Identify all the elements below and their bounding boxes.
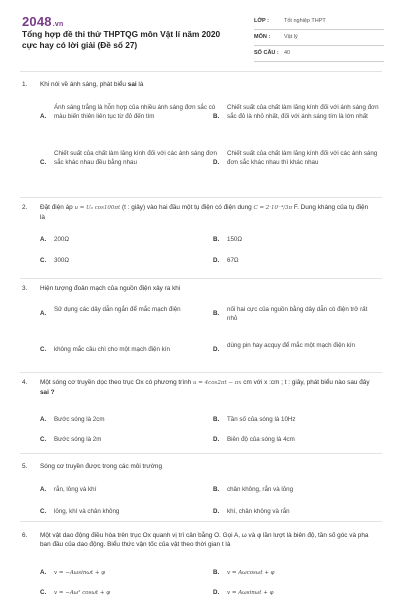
question-divider	[20, 521, 382, 522]
option-a[interactable]: A. 200Ω	[40, 236, 69, 243]
option-d[interactable]: D. Chiết suất của chất làm lăng kính đối với các ánh sáng đơn sắc khác nhau thì khác nhau	[213, 150, 378, 166]
question-text: Một vật dao động điều hòa trên trục Ox quanh vị trí cân bằng O. Gọi A, ω và φ lần lượt là biên độ, tần số góc và pha ban đầu của dao động. Biểu thức vận tốc của vật theo thời gian t là	[40, 532, 369, 548]
option-a[interactable]: A. v = −Aωsinωt + φ	[40, 569, 106, 576]
option-a[interactable]: A. rắn, lỏng và khí	[40, 486, 97, 493]
question-text: Đặt điện áp u = U₀ cos100πt (t : giây) vào hai đầu một tụ điện có điện dung C = 2·10⁻⁴/3π F. Dung kháng của tụ điện là	[40, 204, 369, 221]
option-b[interactable]: B. nối hai cực của nguồn bằng dây dẫn có điện trở rất nhỏ	[213, 306, 368, 322]
meta-question-count: SỐ CÂU : 40	[254, 46, 384, 62]
option-c[interactable]: C. Bước sóng là 2m	[40, 436, 102, 443]
question-divider	[20, 197, 382, 198]
question-number: 1.	[22, 81, 28, 88]
option-d[interactable]: D. dùng pin hay acquy để mắc một mạch điện kín	[213, 342, 355, 353]
option-b[interactable]: B. Chiết suất của chất làm lăng kính đối với ánh sáng đơn sắc đỏ là nhỏ nhất, đối với ánh sáng tím là lớn nhất	[213, 104, 379, 120]
option-c[interactable]: C. không mắc cầu chì cho một mạch điện kín	[40, 346, 170, 353]
question-divider	[20, 453, 382, 454]
option-c[interactable]: C. lỏng, khí và chân không	[40, 508, 120, 515]
question-number: 4.	[22, 379, 28, 386]
option-a[interactable]: A. Ánh sáng trắng là hỗn hợp của nhiều ánh sáng đơn sắc có màu biến thiên liên tục từ đỏ đến tím	[40, 104, 216, 120]
question-number: 6.	[22, 532, 28, 539]
option-d[interactable]: D. khí, chân không và rắn	[213, 508, 290, 515]
meta-class: LỚP : Tốt nghiệp THPT	[254, 14, 384, 30]
question-text: Khi nói về ánh sáng, phát biểu sai là	[40, 81, 144, 88]
option-c[interactable]: C. v = −Aω² cosωt + φ	[40, 589, 111, 596]
question-number: 2.	[22, 204, 28, 211]
question-number: 5.	[22, 463, 28, 470]
option-b[interactable]: B. Tần số của sóng là 10Hz	[213, 416, 296, 423]
option-a[interactable]: A. Sử dụng các dây dẫn ngắn để mắc mạch điện	[40, 306, 181, 317]
option-b[interactable]: B. v = Aωcosωt + φ	[213, 569, 275, 576]
option-c[interactable]: C. 300Ω	[40, 257, 69, 264]
option-c[interactable]: C. Chiết suất của chất làm lăng kính đối với các ánh sáng đơn sắc khác nhau đều bằng nhau	[40, 150, 217, 166]
question-divider	[20, 278, 382, 279]
question-text: Hiện tượng đoản mạch của nguồn điện xảy ra khi	[40, 285, 181, 292]
option-d[interactable]: D. v = Aωsinωt + φ	[213, 589, 274, 596]
document-header	[0, 0, 400, 70]
option-d[interactable]: D. 67Ω	[213, 257, 239, 264]
option-b[interactable]: B. 150Ω	[213, 236, 242, 243]
question-text: Một sóng cơ truyền dọc theo trục Ox có phương trình u = 4cos2πt − πx cm với x :cm ; t : giây, phát biểu nào sau đây sai ?	[40, 379, 370, 396]
meta-subject: MÔN : Vật lý	[254, 30, 384, 46]
header-divider	[20, 71, 382, 72]
question-number: 3.	[22, 285, 28, 292]
site-logo[interactable]: 2048.vn	[22, 14, 64, 29]
option-d[interactable]: D. Biên độ của sóng là 4cm	[213, 436, 295, 443]
option-b[interactable]: B. chân không, rắn và lỏng	[213, 486, 294, 493]
question-text: Sóng cơ truyền được trong các môi trường	[40, 463, 163, 470]
document-meta	[254, 14, 384, 62]
question-divider	[20, 372, 382, 373]
option-a[interactable]: A. Bước sóng là 2cm	[40, 416, 105, 423]
document-title: Tổng hợp đề thi thử THPTQG môn Vật lí năm 2020 cực hay có lời giải (Đề số 27)	[22, 29, 221, 50]
